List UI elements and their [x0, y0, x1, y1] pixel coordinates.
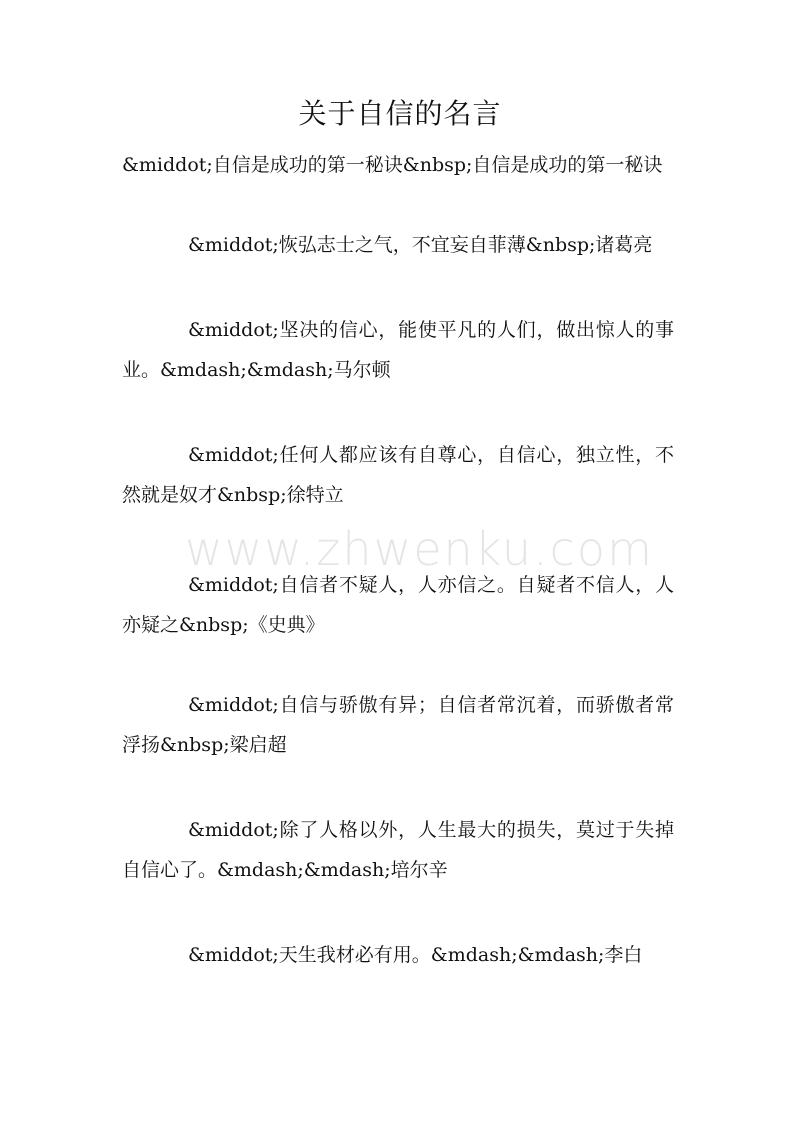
- quote-paragraph-6: &middot;自信与骄傲有异；自信者常沉着，而骄傲者常浮扬&nbsp;梁启超: [122, 694, 674, 756]
- quote-paragraph-4: &middot;任何人都应该有自尊心，自信心，独立性，不然就是奴才&nbsp;徐特立: [122, 444, 674, 506]
- quote-paragraph-2: &middot;恢弘志士之气，不宜妄自菲薄&nbsp;诸葛亮: [188, 234, 653, 256]
- quote-paragraph-1: &middot;自信是成功的第一秘诀&nbsp;自信是成功的第一秘诀: [122, 154, 663, 176]
- quote-paragraph-3: &middot;坚决的信心，能使平凡的人们，做出惊人的事业。&mdash;&mdash;马尔顿: [122, 319, 674, 381]
- quote-paragraph-7: &middot;除了人格以外，人生最大的损失，莫过于失掉自信心了。&mdash;&mdash;培尔辛: [122, 819, 674, 881]
- watermark-text: www.zhwenku.com: [185, 522, 654, 576]
- document-title: 关于自信的名言: [298, 97, 502, 130]
- quote-paragraph-5: &middot;自信者不疑人，人亦信之。自疑者不信人，人亦疑之&nbsp;《史典》: [122, 574, 674, 636]
- quote-paragraph-8: &middot;天生我材必有用。&mdash;&mdash;李白: [188, 944, 643, 966]
